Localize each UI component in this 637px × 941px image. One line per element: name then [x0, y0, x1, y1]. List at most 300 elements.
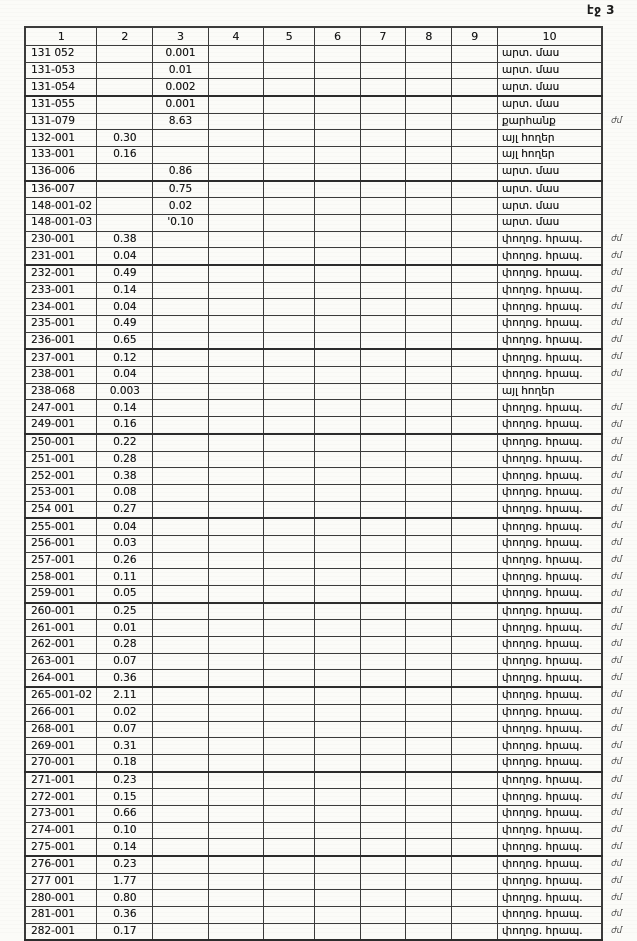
area-col2-cell: 0.003 [97, 383, 153, 400]
area-col2-cell: 0.14 [97, 282, 153, 299]
empty-cell [315, 586, 360, 603]
empty-cell [406, 535, 452, 552]
margin-annotation: ժմ [611, 808, 623, 819]
area-col2-cell: 0.11 [97, 569, 153, 586]
empty-cell [208, 265, 263, 282]
land-use-cell: քարհանք [497, 113, 602, 130]
empty-cell [452, 248, 497, 265]
empty-cell [208, 721, 263, 738]
land-use-cell: փողոց. հրապ. [497, 248, 602, 265]
area-col3-cell [153, 637, 209, 654]
empty-cell [360, 873, 405, 890]
land-use-cell: փողոց. հրապ. [497, 417, 602, 434]
column-header-10: 10 [497, 27, 602, 46]
parcel-code-cell: 131-055 [25, 96, 97, 113]
empty-cell [452, 400, 497, 417]
parcel-code-cell: 275-001 [25, 839, 97, 856]
empty-cell [360, 637, 405, 654]
area-col3-cell: 8.63 [153, 113, 209, 130]
empty-cell [406, 805, 452, 822]
area-col2-cell: 0.22 [97, 434, 153, 451]
land-use-cell: այլ հողեր [497, 147, 602, 164]
area-col2-cell: 0.12 [97, 349, 153, 366]
land-use-cell: փողոց. հրապ. [497, 468, 602, 485]
empty-cell [360, 754, 405, 771]
area-col3-cell [153, 332, 209, 349]
empty-cell [360, 789, 405, 806]
parcel-code-cell: 133-001 [25, 147, 97, 164]
empty-cell [263, 383, 314, 400]
column-header-4: 4 [208, 27, 263, 46]
parcel-code-cell: 148-001-02 [25, 198, 97, 215]
empty-cell [263, 789, 314, 806]
margin-annotation: ժմ [611, 622, 623, 633]
table-row [25, 332, 636, 349]
margin-annotation: ժմ [611, 352, 623, 363]
empty-cell [406, 282, 452, 299]
empty-cell [263, 198, 314, 215]
area-col3-cell [153, 822, 209, 839]
empty-cell [406, 62, 452, 79]
empty-cell [263, 214, 314, 231]
land-use-cell: փողոց. հրապ. [497, 265, 602, 282]
empty-cell [208, 839, 263, 856]
margin-annotation: ժմ [611, 318, 623, 329]
margin-annotation: ժմ [611, 116, 623, 127]
margin-annotation: ժմ [611, 436, 623, 447]
margin-annotation [602, 198, 636, 215]
empty-cell [263, 518, 314, 535]
empty-cell [360, 282, 405, 299]
empty-cell [452, 214, 497, 231]
margin-annotation: ժմ [611, 419, 623, 430]
parcel-code-cell: 253-001 [25, 484, 97, 501]
empty-cell [263, 434, 314, 451]
empty-cell [315, 265, 360, 282]
area-col2-cell: 0.16 [97, 417, 153, 434]
land-use-cell: փողոց. հրապ. [497, 367, 602, 384]
parcel-code-cell: 131-053 [25, 62, 97, 79]
empty-cell [406, 670, 452, 687]
area-col2-cell: 0.04 [97, 299, 153, 316]
empty-cell [263, 349, 314, 366]
land-use-cell: փողոց. հրապ. [497, 349, 602, 366]
land-use-cell: փողոց. հրապ. [497, 839, 602, 856]
empty-cell [406, 147, 452, 164]
empty-cell [263, 839, 314, 856]
parcel-code-cell: 277 001 [25, 873, 97, 890]
empty-cell [208, 163, 263, 180]
empty-cell [263, 890, 314, 907]
land-use-cell: փողոց. հրապ. [497, 890, 602, 907]
empty-cell [263, 265, 314, 282]
land-use-cell: փողոց. հրապ. [497, 484, 602, 501]
empty-cell [360, 451, 405, 468]
margin-annotation: ժմ [611, 605, 623, 616]
margin-annotation: ժմ [611, 757, 623, 768]
empty-cell [360, 586, 405, 603]
table-row [25, 754, 636, 771]
area-col3-cell [153, 670, 209, 687]
empty-cell [208, 603, 263, 620]
table-row [25, 704, 636, 721]
column-header-6: 6 [315, 27, 360, 46]
empty-cell [315, 754, 360, 771]
empty-cell [315, 839, 360, 856]
area-col2-cell: 0.17 [97, 923, 153, 940]
empty-cell [452, 282, 497, 299]
table-row [25, 198, 636, 215]
empty-cell [263, 501, 314, 518]
area-col3-cell [153, 484, 209, 501]
area-col3-cell [153, 552, 209, 569]
parcel-code-cell: 282-001 [25, 923, 97, 940]
empty-cell [263, 653, 314, 670]
area-col2-cell: 0.27 [97, 501, 153, 518]
area-col3-cell: 0.86 [153, 163, 209, 180]
empty-cell [263, 113, 314, 130]
area-col3-cell [153, 468, 209, 485]
area-col3-cell [153, 856, 209, 873]
empty-cell [452, 721, 497, 738]
empty-cell [263, 79, 314, 96]
empty-cell [406, 96, 452, 113]
empty-cell [452, 822, 497, 839]
empty-cell [208, 890, 263, 907]
empty-cell [315, 620, 360, 637]
empty-cell [315, 637, 360, 654]
area-col2-cell: 0.02 [97, 704, 153, 721]
margin-annotation: ժմ [611, 284, 623, 295]
empty-cell [452, 856, 497, 873]
empty-cell [315, 873, 360, 890]
area-col2-cell: 0.07 [97, 721, 153, 738]
parcel-code-cell: 237-001 [25, 349, 97, 366]
empty-cell [263, 586, 314, 603]
parcel-code-cell: 250-001 [25, 434, 97, 451]
area-col3-cell [153, 299, 209, 316]
empty-cell [315, 130, 360, 147]
empty-cell [406, 856, 452, 873]
empty-cell [406, 400, 452, 417]
area-col3-cell [153, 535, 209, 552]
empty-cell [406, 198, 452, 215]
land-use-cell: փողոց. հրապ. [497, 535, 602, 552]
table-row [25, 130, 636, 147]
table-row [25, 856, 636, 873]
empty-cell [208, 248, 263, 265]
empty-cell [208, 653, 263, 670]
empty-cell [208, 856, 263, 873]
table-row [25, 248, 636, 265]
empty-cell [406, 130, 452, 147]
table-row [25, 147, 636, 164]
empty-cell [452, 890, 497, 907]
empty-cell [360, 603, 405, 620]
column-header-9: 9 [452, 27, 497, 46]
empty-cell [452, 383, 497, 400]
empty-cell [452, 552, 497, 569]
empty-cell [360, 417, 405, 434]
empty-cell [263, 231, 314, 248]
table-row [25, 468, 636, 485]
empty-cell [315, 653, 360, 670]
table-row [25, 434, 636, 451]
area-col3-cell [153, 704, 209, 721]
empty-cell [452, 603, 497, 620]
table-row [25, 839, 636, 856]
empty-cell [452, 147, 497, 164]
margin-annotation: ժմ [611, 504, 623, 515]
empty-cell [452, 130, 497, 147]
table-row [25, 181, 636, 198]
land-use-cell: փողոց. հրապ. [497, 552, 602, 569]
area-col3-cell [153, 569, 209, 586]
empty-cell [208, 518, 263, 535]
land-register-table [24, 26, 637, 941]
empty-cell [208, 738, 263, 755]
empty-cell [406, 923, 452, 940]
empty-cell [315, 46, 360, 63]
empty-cell [208, 79, 263, 96]
empty-cell [263, 738, 314, 755]
margin-annotation: ժմ [611, 554, 623, 565]
parcel-code-cell: 258-001 [25, 569, 97, 586]
empty-cell [452, 501, 497, 518]
table-row [25, 214, 636, 231]
area-col3-cell [153, 620, 209, 637]
table-row [25, 552, 636, 569]
table-row [25, 400, 636, 417]
land-use-cell: փողոց. հրապ. [497, 907, 602, 924]
empty-cell [452, 789, 497, 806]
table-row [25, 586, 636, 603]
empty-cell [360, 181, 405, 198]
table-row [25, 265, 636, 282]
empty-cell [315, 789, 360, 806]
margin-annotation: ժմ [611, 909, 623, 920]
empty-cell [452, 367, 497, 384]
area-col2-cell: 0.14 [97, 839, 153, 856]
area-col3-cell [153, 738, 209, 755]
empty-cell [263, 603, 314, 620]
empty-cell [406, 704, 452, 721]
empty-cell [452, 96, 497, 113]
margin-annotation: ժմ [611, 707, 623, 718]
empty-cell [208, 349, 263, 366]
empty-cell [315, 451, 360, 468]
area-col2-cell: 0.15 [97, 789, 153, 806]
empty-cell [263, 62, 314, 79]
land-use-cell: փողոց. հրապ. [497, 772, 602, 789]
empty-cell [208, 586, 263, 603]
table-row [25, 96, 636, 113]
empty-cell [360, 79, 405, 96]
empty-cell [452, 417, 497, 434]
empty-cell [360, 552, 405, 569]
empty-cell [263, 96, 314, 113]
empty-cell [263, 451, 314, 468]
area-col3-cell [153, 754, 209, 771]
empty-cell [315, 569, 360, 586]
empty-cell [360, 113, 405, 130]
empty-cell [452, 620, 497, 637]
area-col3-cell [153, 653, 209, 670]
empty-cell [452, 316, 497, 333]
area-col3-cell [153, 873, 209, 890]
land-use-cell: փողոց. հրապ. [497, 687, 602, 704]
empty-cell [263, 704, 314, 721]
empty-cell [452, 839, 497, 856]
empty-cell [208, 789, 263, 806]
land-use-cell: փողոց. հրապ. [497, 856, 602, 873]
land-use-cell: փողոց. հրապ. [497, 434, 602, 451]
empty-cell [263, 569, 314, 586]
empty-cell [208, 805, 263, 822]
area-col2-cell [97, 79, 153, 96]
empty-cell [452, 518, 497, 535]
empty-cell [452, 349, 497, 366]
empty-cell [263, 754, 314, 771]
parcel-code-cell: 131 052 [25, 46, 97, 63]
empty-cell [452, 163, 497, 180]
empty-cell [208, 113, 263, 130]
area-col2-cell: 0.03 [97, 535, 153, 552]
land-use-cell: փողոց. հրապ. [497, 518, 602, 535]
parcel-code-cell: 238-001 [25, 367, 97, 384]
area-col3-cell [153, 789, 209, 806]
table-row [25, 805, 636, 822]
column-header-2: 2 [97, 27, 153, 46]
empty-cell [406, 79, 452, 96]
land-use-cell: փողոց. հրապ. [497, 670, 602, 687]
empty-cell [208, 299, 263, 316]
empty-cell [208, 62, 263, 79]
land-use-cell: փողոց. հրապ. [497, 721, 602, 738]
empty-cell [406, 620, 452, 637]
empty-cell [452, 198, 497, 215]
empty-cell [315, 367, 360, 384]
empty-cell [360, 383, 405, 400]
area-col2-cell: 0.65 [97, 332, 153, 349]
parcel-code-cell: 264-001 [25, 670, 97, 687]
empty-cell [263, 822, 314, 839]
margin-annotation: ժմ [611, 402, 623, 413]
empty-cell [406, 181, 452, 198]
empty-cell [452, 265, 497, 282]
area-col3-cell [153, 383, 209, 400]
margin-annotation [602, 383, 636, 400]
parcel-code-cell: 281-001 [25, 907, 97, 924]
empty-cell [406, 907, 452, 924]
area-col2-cell [97, 96, 153, 113]
empty-cell [406, 231, 452, 248]
empty-cell [315, 198, 360, 215]
parcel-code-cell: 262-001 [25, 637, 97, 654]
parcel-code-cell: 131-079 [25, 113, 97, 130]
empty-cell [452, 586, 497, 603]
margin-annotation [602, 62, 636, 79]
area-col2-cell: 0.26 [97, 552, 153, 569]
empty-cell [452, 299, 497, 316]
area-col2-cell: 0.31 [97, 738, 153, 755]
table-row [25, 738, 636, 755]
area-col3-cell [153, 687, 209, 704]
area-col2-cell: 0.16 [97, 147, 153, 164]
empty-cell [360, 907, 405, 924]
area-col2-cell: 0.14 [97, 400, 153, 417]
empty-cell [360, 687, 405, 704]
empty-cell [360, 822, 405, 839]
empty-cell [360, 46, 405, 63]
margin-annotation [602, 147, 636, 164]
empty-cell [315, 552, 360, 569]
area-col2-cell [97, 62, 153, 79]
area-col3-cell [153, 265, 209, 282]
land-use-cell: փողոց. հրապ. [497, 299, 602, 316]
empty-cell [360, 535, 405, 552]
table-row [25, 620, 636, 637]
empty-cell [315, 907, 360, 924]
empty-cell [360, 434, 405, 451]
empty-cell [315, 332, 360, 349]
empty-cell [360, 518, 405, 535]
area-col3-cell [153, 501, 209, 518]
margin-annotation: ժմ [611, 369, 623, 380]
empty-cell [452, 569, 497, 586]
area-col3-cell [153, 907, 209, 924]
parcel-code-cell: 254 001 [25, 501, 97, 518]
parcel-code-cell: 231-001 [25, 248, 97, 265]
parcel-code-cell: 136-006 [25, 163, 97, 180]
margin-annotation: ժմ [611, 470, 623, 481]
land-use-cell: փողոց. հրապ. [497, 332, 602, 349]
empty-cell [452, 332, 497, 349]
empty-cell [208, 484, 263, 501]
area-col2-cell: 0.07 [97, 653, 153, 670]
empty-cell [263, 805, 314, 822]
land-use-cell: արտ. մաս [497, 46, 602, 63]
parcel-code-cell: 247-001 [25, 400, 97, 417]
empty-cell [263, 484, 314, 501]
parcel-code-cell: 276-001 [25, 856, 97, 873]
parcel-code-cell: 230-001 [25, 231, 97, 248]
empty-cell [208, 907, 263, 924]
empty-cell [315, 248, 360, 265]
empty-cell [452, 738, 497, 755]
area-col3-cell [153, 130, 209, 147]
empty-cell [263, 367, 314, 384]
empty-cell [360, 620, 405, 637]
area-col3-cell [153, 400, 209, 417]
empty-cell [406, 417, 452, 434]
area-col3-cell [153, 434, 209, 451]
land-use-cell: փողոց. հրապ. [497, 923, 602, 940]
table-row [25, 451, 636, 468]
area-col3-cell: 0.75 [153, 181, 209, 198]
land-use-cell: փողոց. հրապ. [497, 822, 602, 839]
area-col3-cell [153, 231, 209, 248]
margin-annotation: ժմ [611, 876, 623, 887]
parcel-code-cell: 280-001 [25, 890, 97, 907]
empty-cell [452, 637, 497, 654]
area-col2-cell: 0.49 [97, 316, 153, 333]
area-col2-cell [97, 214, 153, 231]
empty-cell [208, 468, 263, 485]
empty-cell [360, 231, 405, 248]
table-row [25, 923, 636, 940]
column-header-1: 1 [25, 27, 97, 46]
